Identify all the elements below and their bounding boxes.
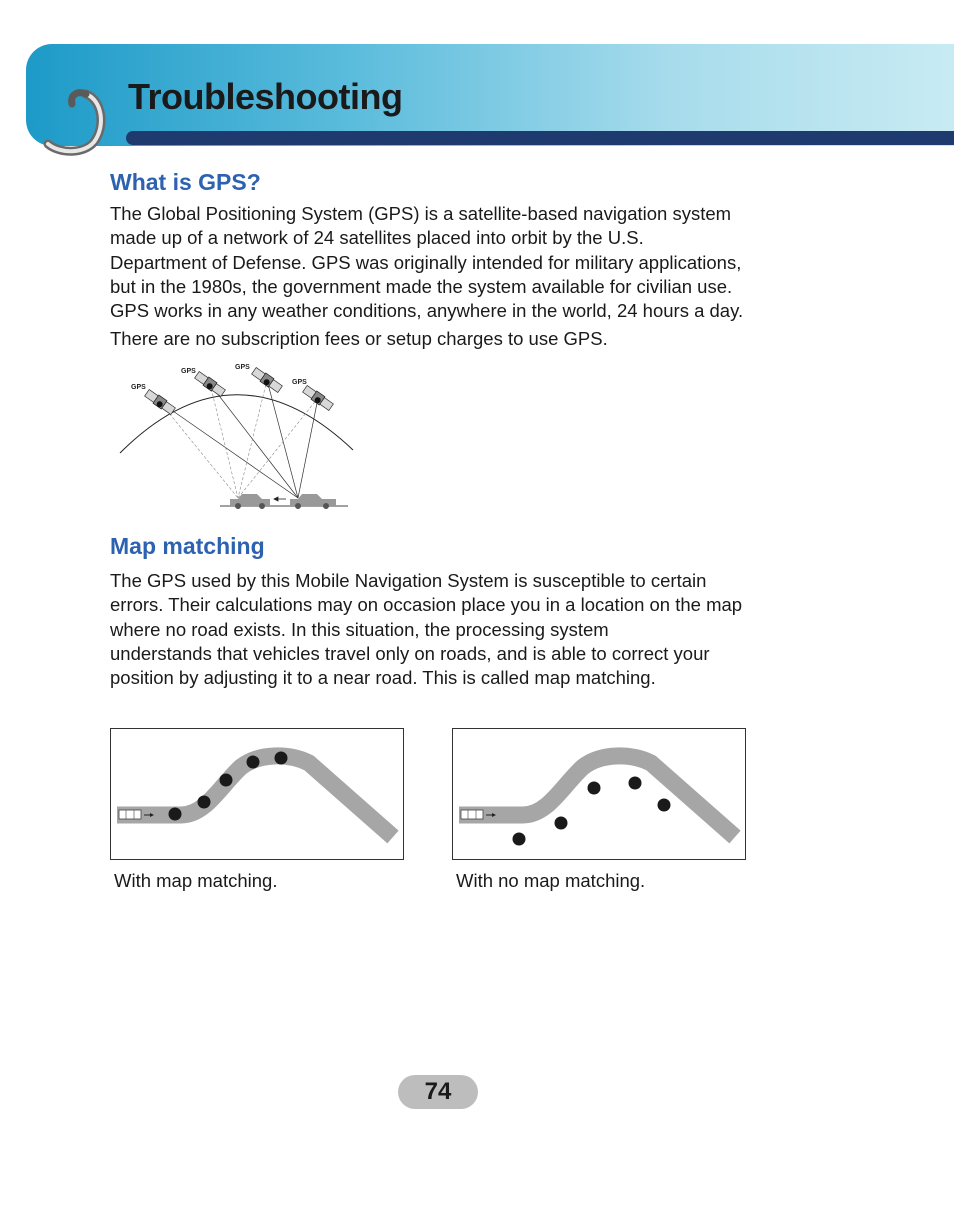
gps-paragraph-line: Department of Defense. GPS was originally intended for military applications, — [110, 251, 742, 273]
road-diagram-without-matching — [453, 729, 745, 859]
satellite-label: GPS — [131, 384, 146, 391]
gps-paragraph — [110, 202, 820, 323]
caption-with-matching: With map matching. — [114, 870, 278, 891]
page-number-badge — [398, 1075, 478, 1109]
satellite-label: GPS — [235, 364, 250, 371]
map-matching-paragraph — [110, 569, 820, 690]
satellite-icon — [194, 371, 226, 398]
section-heading-map-matching: Map matching — [110, 533, 265, 559]
satellite-label: GPS — [181, 368, 196, 375]
road-diagram-with-matching — [111, 729, 403, 859]
gps-satellite-diagram — [110, 358, 360, 510]
gps-paragraph-line: The Global Positioning System (GPS) is a satellite-based navigation system — [110, 203, 732, 224]
satellite-icon — [302, 385, 334, 412]
page-number: 74 — [424, 1078, 452, 1105]
no-map-matching-illustration — [452, 728, 746, 860]
gps-paragraph-line: but in the 1980s, the government made the system available for civilian use. — [110, 275, 733, 297]
satellite-icon — [144, 389, 176, 416]
gps-paragraph-line: GPS works in any weather conditions, anywhere in the world, 24 hours a day. — [110, 300, 744, 322]
gps-paragraph-line: made up of a network of 24 satellites placed into orbit by the U.S. — [110, 227, 644, 249]
caption-without-matching: With no map matching. — [456, 870, 646, 891]
map-matching-illustration — [110, 728, 404, 860]
map-paragraph-line: where no road exists. In this situation, the processing system — [110, 618, 609, 640]
satellite-label: GPS — [292, 379, 307, 386]
ring-binder-icon — [36, 82, 116, 162]
map-paragraph-line: The GPS used by this Mobile Navigation System is susceptible to certain — [110, 570, 707, 591]
header-underline — [126, 131, 954, 145]
page-title: Troubleshooting — [128, 76, 403, 117]
map-paragraph-line: understands that vehicles travel only on roads, and is able to correct your — [110, 642, 710, 664]
car-icon — [230, 494, 270, 509]
map-paragraph-line: position by adjusting it to a near road. This is called map matching. — [110, 667, 656, 689]
arrow-left-icon — [274, 497, 286, 501]
gps-paragraph-2: There are no subscription fees or setup charges to use GPS. — [110, 328, 608, 349]
satellite-icon — [251, 367, 283, 394]
section-heading-gps: What is GPS? — [110, 169, 261, 195]
map-paragraph-line: errors. Their calculations may on occasion place you in a location on the map — [110, 594, 743, 616]
